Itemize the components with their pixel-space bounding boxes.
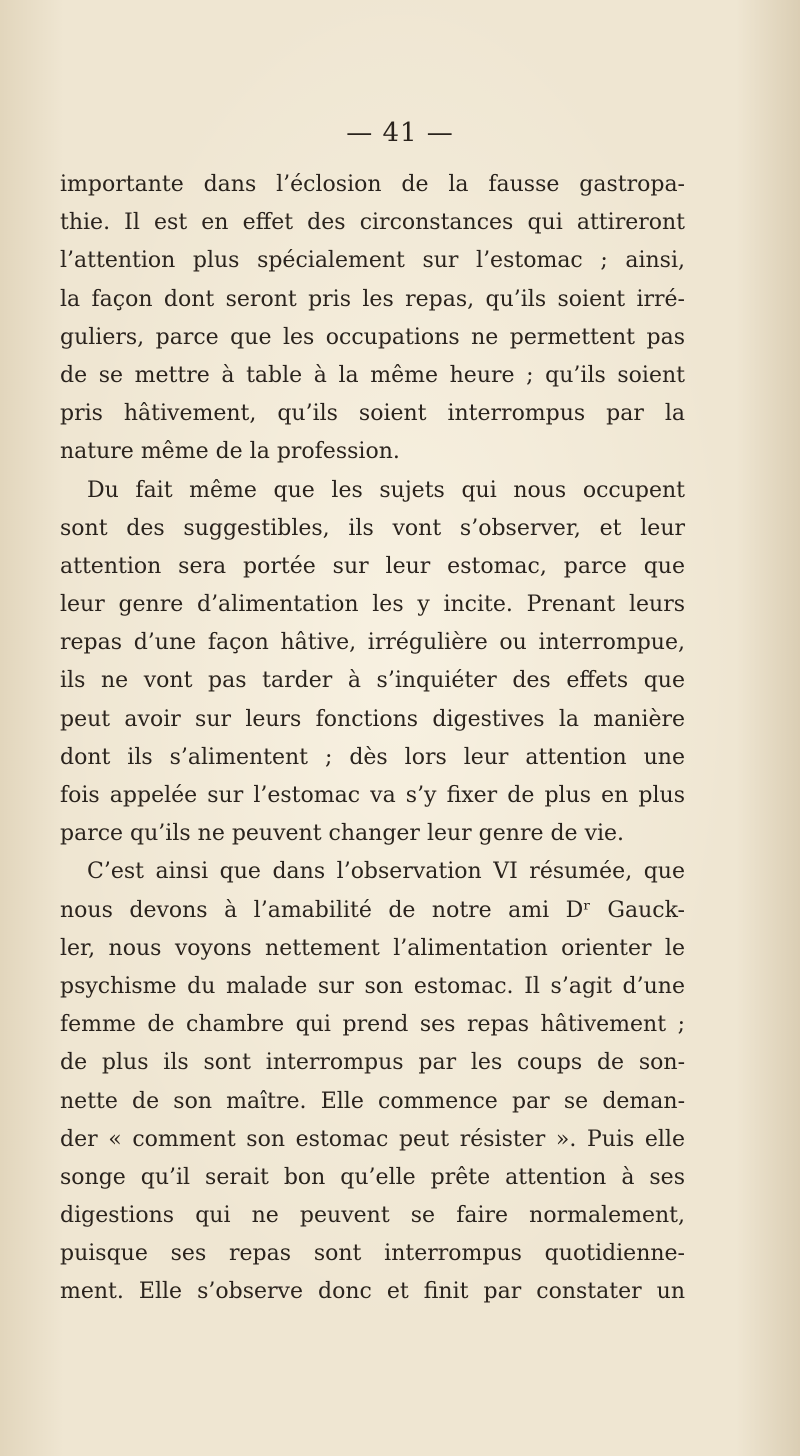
text-line: fois appelée sur l’estomac va s’y fixer de plus en plus [60, 783, 685, 808]
text-line: pris hâtivement, qu’ils soient interrompus par la [60, 401, 685, 427]
text-line: parce qu’ils ne peuvent changer leur genre de vie. [60, 821, 625, 847]
text-line: nette de son maître. Elle commence par se deman- [60, 1088, 685, 1114]
text-line: songe qu’il serait bon qu’elle prête attention à ses [60, 1164, 685, 1190]
text-line: digestions qui ne peuvent se faire normalement, [60, 1203, 685, 1229]
text-line: psychisme du malade sur son estomac. Il s’agit d’une [60, 973, 685, 999]
text-line: ment. Elle s’observe donc et finit par constater un [60, 1279, 685, 1305]
text-line: repas d’une façon hâtive, irrégulière ou interrompue, [60, 630, 685, 656]
text-line: nature même de la profession. [60, 439, 400, 465]
text-line: dont ils s’alimentent ; dès lors leur attention une [60, 744, 685, 770]
text-line: de plus ils sont interrompus par les coups de son- [60, 1050, 685, 1076]
text-line: puisque ses repas sont interrompus quotidienne- [60, 1241, 685, 1267]
text-line: l’attention plus spécialement sur l’estomac ; ainsi, [60, 248, 685, 274]
text-line: ils ne vont pas tarder à s’inquiéter des effets que [60, 668, 685, 694]
text-line: importante dans l’éclosion de la fausse gastropa- [60, 172, 685, 197]
text-line: la façon dont seront pris les repas, qu’ils soient irré- [60, 286, 685, 312]
text-line: sont des suggestibles, ils vont s’observer, et leur [60, 515, 685, 541]
text-line: guliers, parce que les occupations ne permettent pas [60, 324, 685, 350]
text-line: C’est ainsi que dans l’observation VI résumée, que [87, 859, 685, 885]
text-line: femme de chambre qui prend ses repas hâtivement ; [60, 1012, 685, 1038]
text-line: der « comment son estomac peut résister ». Puis elle [60, 1126, 685, 1152]
page-number: — 41 — [346, 118, 454, 148]
text-line: de se mettre à table à la même heure ; qu’ils soient [60, 362, 685, 388]
text-line: peut avoir sur leurs fonctions digestives la manière [60, 706, 685, 732]
text-line: attention sera portée sur leur estomac, parce que [60, 553, 685, 579]
text-line: Du fait même que les sujets qui nous occupent [87, 477, 685, 503]
body-text [60, 166, 685, 1312]
text-line: thie. Il est en effet des circonstances qui attireront [60, 210, 685, 236]
text-line: leur genre d’alimentation les y incite. Prenant leurs [60, 592, 685, 618]
text-line: nous devons à l’amabilité de notre ami Dʳ Gauck- [60, 897, 685, 923]
text-line: ler, nous voyons nettement l’alimentation orienter le [60, 935, 685, 961]
